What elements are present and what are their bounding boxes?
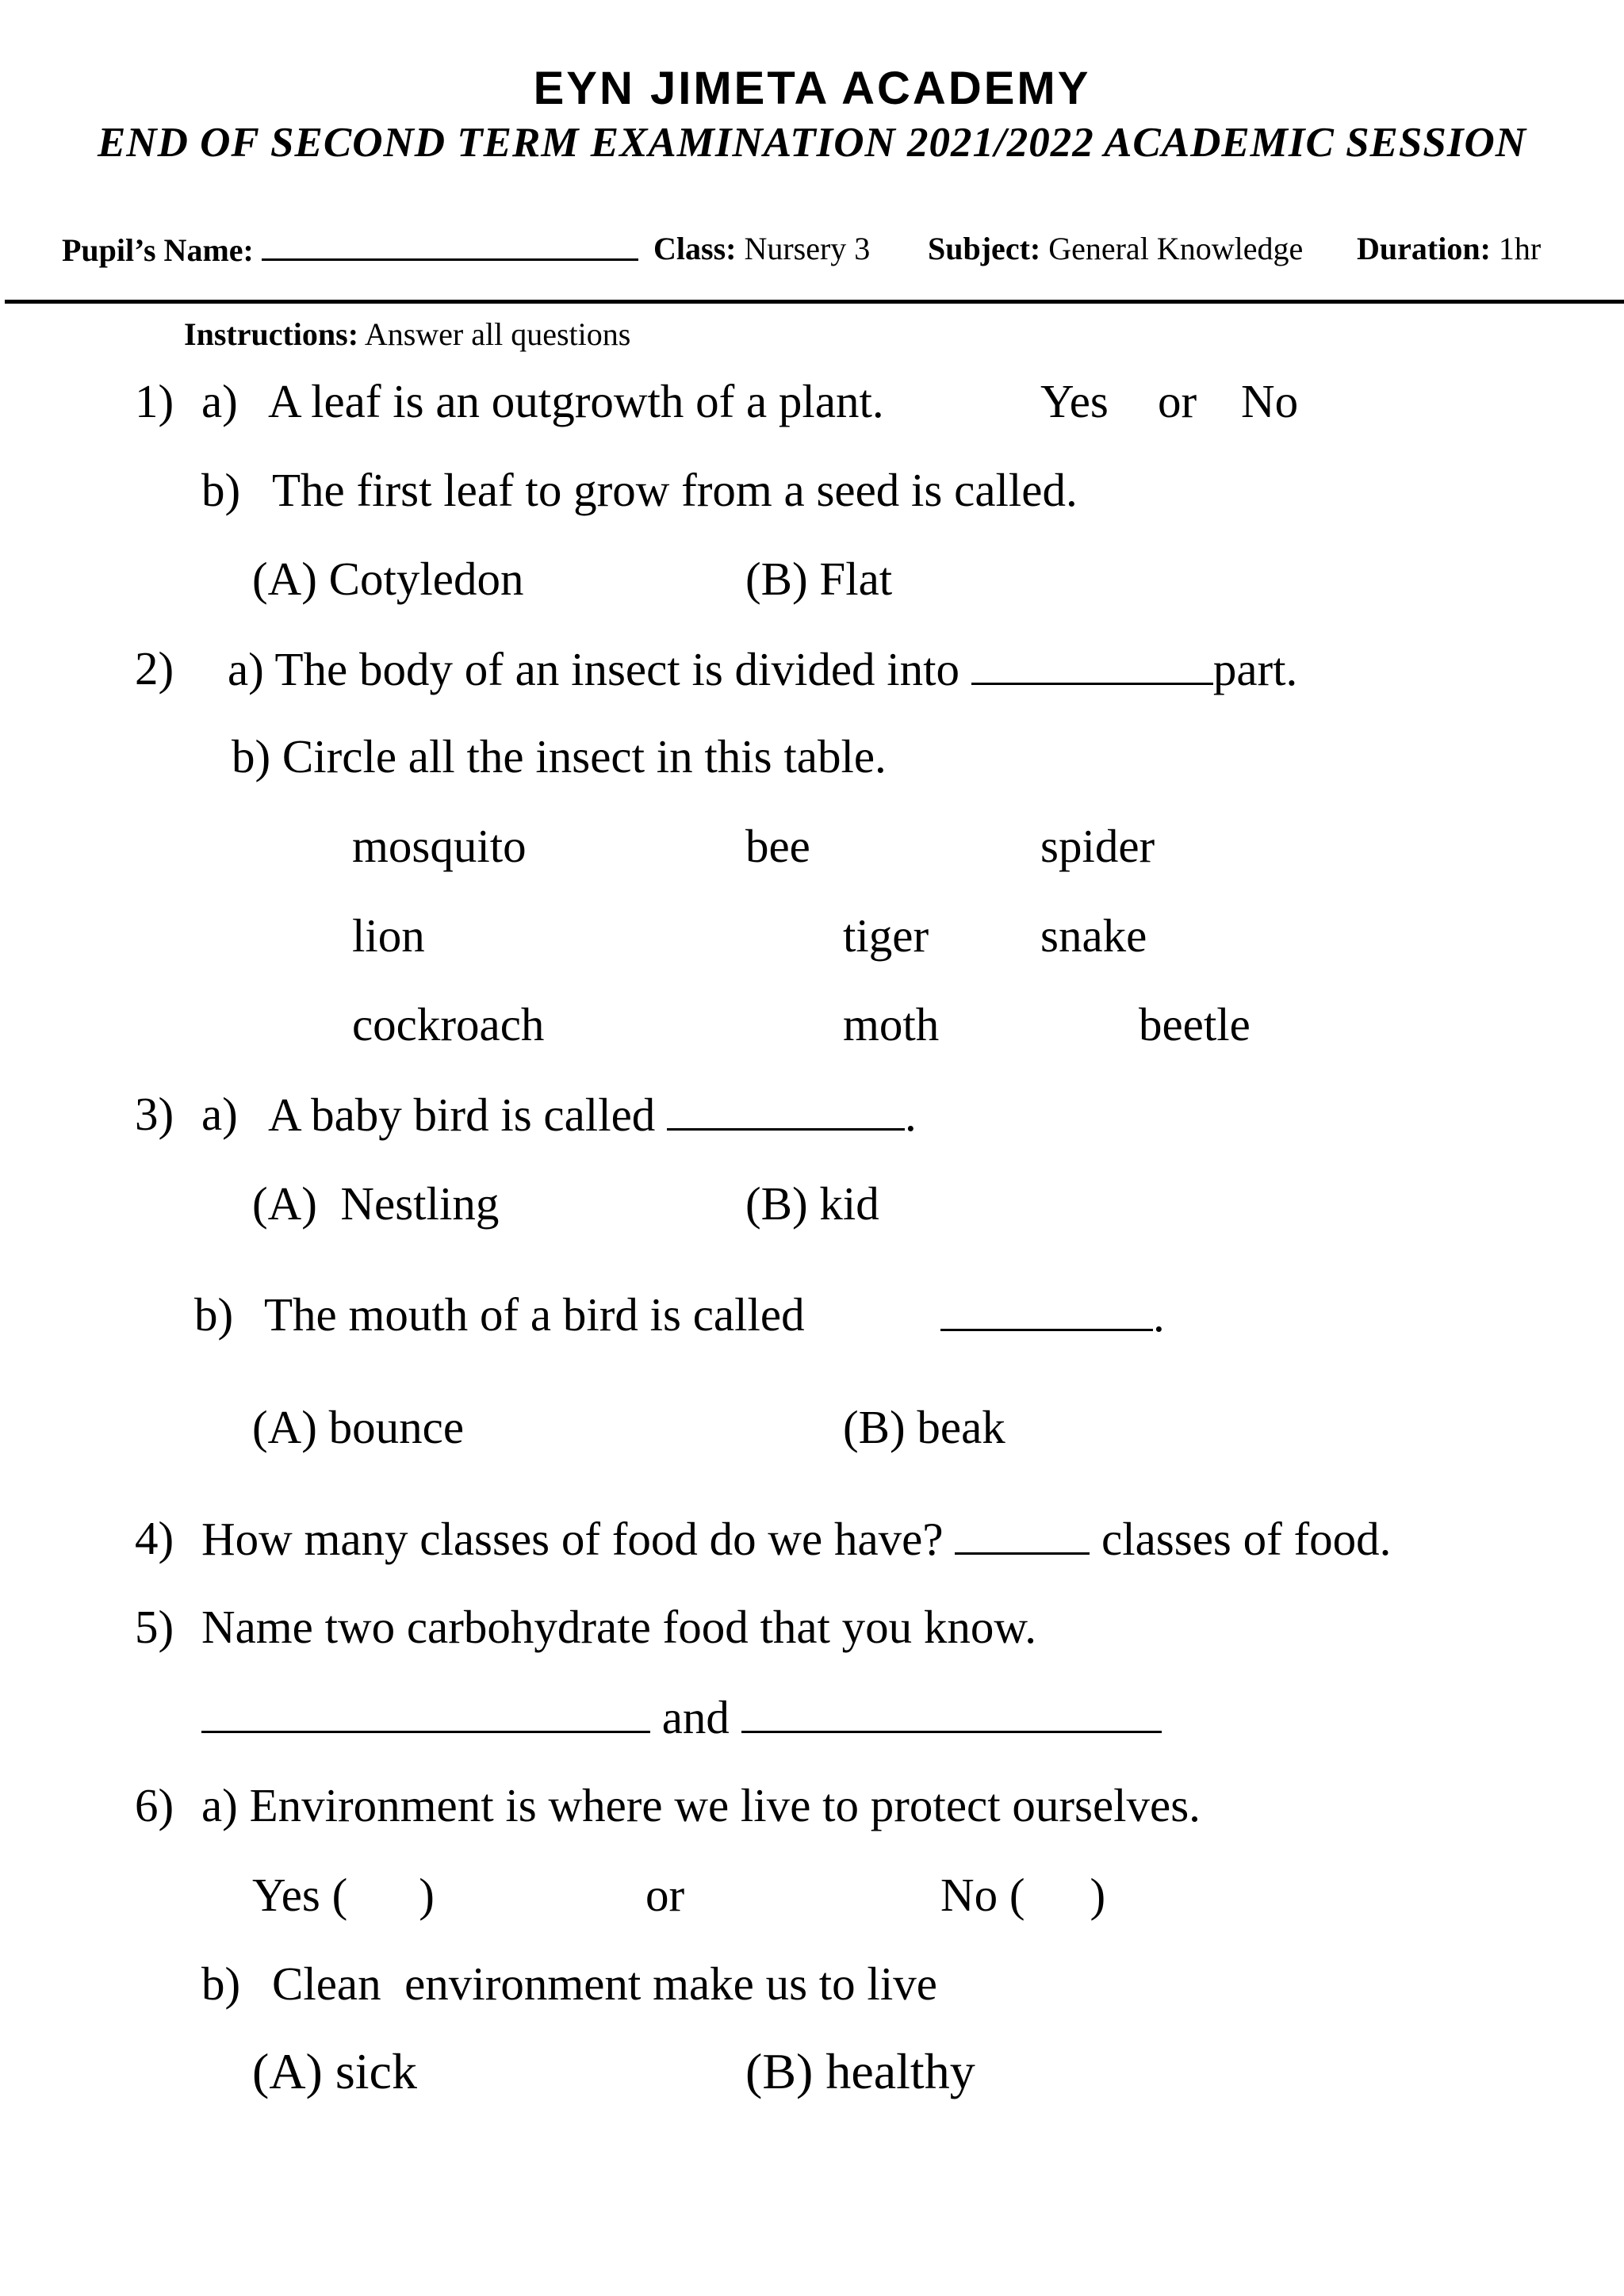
pupil-name-field [62,230,638,269]
q3a-option-a-text: Nestling [340,1177,500,1230]
q6-number: 6) [135,1779,174,1831]
q3b-option-a[interactable]: (A) bounce [252,1401,465,1453]
q1-number: 1) [135,375,174,427]
q1a-text: A leaf is an outgrowth of a plant. [268,375,884,427]
insect-grid-cell[interactable]: snake [1040,909,1147,962]
q3b-answer-blank[interactable] [940,1288,1153,1331]
duration-label: Duration: [1357,231,1491,266]
q5-number: 5) [135,1601,174,1653]
q4-suffix: classes of food. [1101,1513,1392,1565]
insect-grid-cell[interactable]: moth [843,998,940,1050]
insect-grid-cell[interactable]: spider [1040,820,1155,872]
q5-answer-blank-2[interactable] [741,1689,1162,1733]
q2a-answer-blank[interactable] [971,641,1213,685]
q1a-or: or [1158,375,1197,427]
q3b-text: The mouth of a bird is called [264,1288,805,1341]
insect-grid-cell[interactable]: tiger [843,909,929,962]
q6a-or: or [645,1869,685,1921]
q6a-yes-option[interactable] [252,1868,435,1923]
class-field [653,230,870,267]
duration-field [1357,230,1541,267]
q6b-label: b) [201,1957,241,2010]
q3a-answer-blank[interactable] [667,1087,905,1131]
q6a-no-close: ) [1090,1869,1106,1921]
q1b-text: The first leaf to grow from a seed is called. [272,464,1078,516]
insect-grid-cell[interactable]: lion [352,909,425,962]
q1a-yes[interactable]: Yes [1040,375,1109,427]
q1a-label: a) [201,375,238,427]
subject-label: Subject: [928,231,1041,266]
q3a-question: A baby bird is called [268,1089,656,1141]
q2a-question: a) The body of an insect is divided into [228,643,960,695]
q6b-option-b[interactable]: (B) healthy [745,2043,975,2099]
insect-grid-cell[interactable]: cockroach [352,998,545,1050]
q6a-text: a) Environment is where we live to protect ourselves. [201,1779,1201,1831]
q6a-yes-close: ) [419,1869,435,1921]
q3-number: 3) [135,1088,174,1140]
q6a-yes-label: Yes ( [252,1869,348,1921]
q3a-label: a) [201,1088,238,1140]
q5-answers [201,1689,1162,1745]
q3a-text: A baby bird is called . [268,1089,917,1141]
q3a-option-b[interactable]: (B) kid [745,1177,879,1230]
header-divider [5,300,1624,304]
q4-answer-blank[interactable] [955,1511,1090,1555]
insect-grid-cell[interactable]: mosquito [352,820,527,872]
class-label: Class: [653,231,737,266]
exam-title: END OF SECOND TERM EXAMINATION 2021/2022 ACADEMIC SESSION [97,120,1527,166]
q2a-suffix: part. [1212,643,1298,695]
q5-text: Name two carbohydrate food that you know. [201,1601,1036,1653]
q1b-option-b[interactable]: (B) Flat [745,553,893,605]
q1a-no[interactable]: No [1241,375,1299,427]
q3b-answer: . [940,1288,1165,1343]
q2a-text [228,641,1297,697]
q6a-no-label: No ( [940,1869,1025,1921]
insect-grid-cell[interactable]: bee [745,820,810,872]
q2b-text: b) Circle all the insect in this table. [232,730,887,783]
q4-number: 4) [135,1512,174,1564]
pupil-name-label: Pupil’s Name: [62,232,254,268]
q6b-text: Clean environment make us to live [272,1957,937,2010]
school-name: EYN JIMETA ACADEMY [533,63,1091,114]
insect-grid-cell[interactable]: beetle [1139,998,1251,1050]
q6a-no-option[interactable] [940,1868,1105,1923]
class-value: Nursery 3 [744,231,871,266]
q6b-option-a[interactable]: (A) sick [252,2043,417,2099]
subject-field [928,230,1303,267]
pupil-name-input[interactable] [262,230,638,261]
instructions [184,316,630,353]
subject-value: General Knowledge [1048,231,1304,266]
q2-number: 2) [135,642,174,695]
instructions-label: Instructions: [184,316,359,352]
q3a-option-a-letter: (A) [252,1177,317,1230]
q5-answer-blank-1[interactable] [201,1689,650,1733]
q3a-option-a[interactable] [252,1177,499,1231]
duration-value: 1hr [1498,231,1542,266]
q3b-option-b[interactable]: (B) beak [843,1401,1005,1453]
q1b-label: b) [201,464,241,516]
instructions-text: Answer all questions [364,316,631,352]
q5-and: and [661,1691,730,1743]
q4-question: How many classes of food do we have? [201,1513,944,1565]
q3b-label: b) [194,1288,234,1341]
q4-text [201,1511,1391,1567]
q1b-option-a[interactable]: (A) Cotyledon [252,553,524,605]
